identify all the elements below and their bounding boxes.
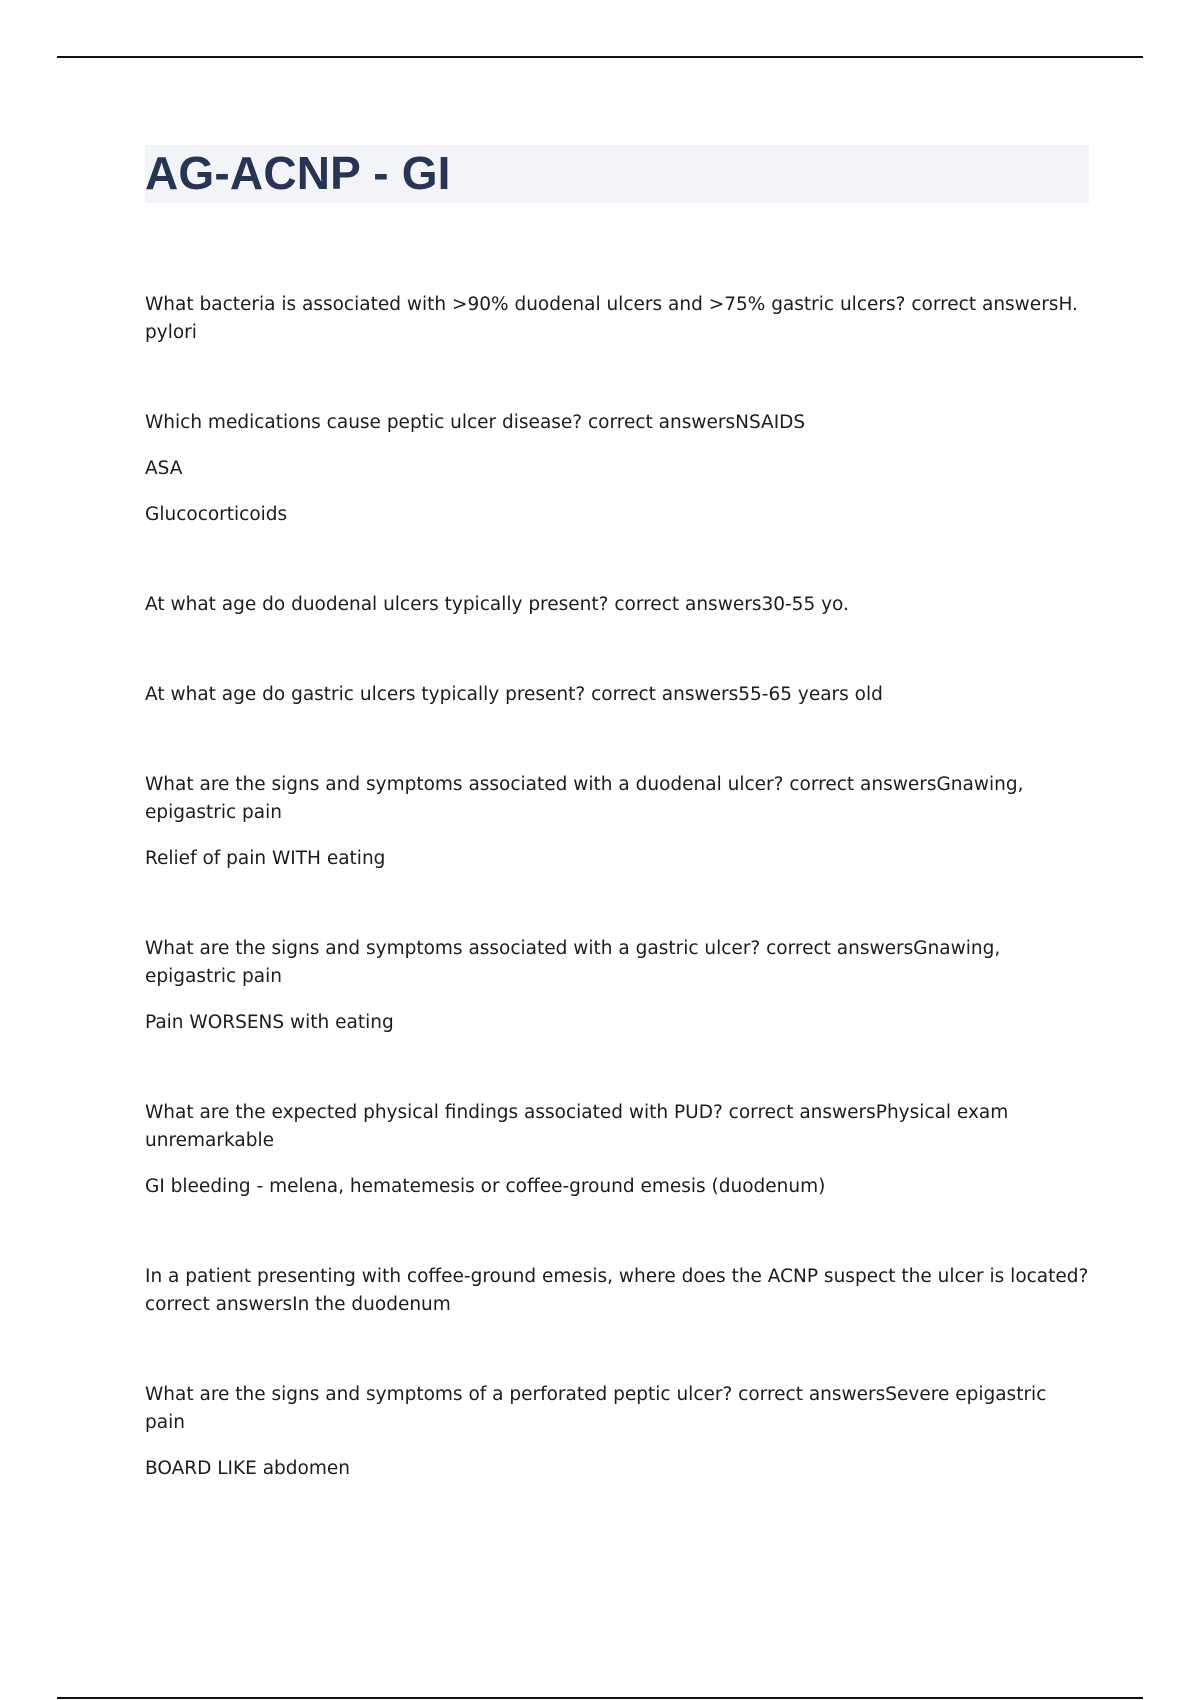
- qa-item: [145, 771, 1090, 873]
- qa-extra-line: ASA: [145, 458, 183, 479]
- qa-line: At what age do duodenal ulcers typically present? correct answers30-55 yo.: [145, 594, 849, 615]
- qa-extra-line: GI bleeding - melena, hematemesis or coffee-ground emesis (duodenum): [145, 1176, 826, 1197]
- qa-extra-line: BOARD LIKE abdomen: [145, 1458, 350, 1479]
- qa-item: [145, 935, 1090, 1037]
- qa-item: [145, 681, 1090, 709]
- top-rule: [57, 56, 1143, 58]
- qa-item: [145, 591, 1090, 619]
- qa-item: [145, 1263, 1090, 1319]
- qa-item: [145, 1381, 1090, 1483]
- qa-line: What are the expected physical findings associated with PUD? correct answersPhysical exam unremarkable: [145, 1102, 1009, 1151]
- qa-extra-line: Pain WORSENS with eating: [145, 1012, 394, 1033]
- qa-line: What bacteria is associated with >90% duodenal ulcers and >75% gastric ulcers? correct answersH. pylori: [145, 294, 1078, 343]
- qa-extra-line: Glucocorticoids: [145, 504, 288, 525]
- qa-item: [145, 1099, 1090, 1201]
- qa-line: Which medications cause peptic ulcer disease? correct answersNSAIDS: [145, 412, 806, 433]
- qa-item: [145, 291, 1090, 347]
- qa-line: At what age do gastric ulcers typically present? correct answers55-65 years old: [145, 684, 883, 705]
- qa-line: In a patient presenting with coffee-ground emesis, where does the ACNP suspect the ulcer is located? correct answersIn the duodenum: [145, 1266, 1089, 1315]
- qa-extra-line: Relief of pain WITH eating: [145, 848, 386, 869]
- qa-item: [145, 409, 1090, 529]
- qa-list: [145, 291, 1090, 1545]
- document-title: AG-ACNP - GI: [145, 147, 451, 199]
- qa-line: What are the signs and symptoms associated with a gastric ulcer? correct answersGnawing, epigastric pain: [145, 938, 1001, 987]
- bottom-rule: [57, 1697, 1143, 1699]
- qa-line: What are the signs and symptoms associated with a duodenal ulcer? correct answersGnawing, epigastric pain: [145, 774, 1024, 823]
- qa-line: What are the signs and symptoms of a perforated peptic ulcer? correct answersSevere epigastric pain: [145, 1384, 1047, 1433]
